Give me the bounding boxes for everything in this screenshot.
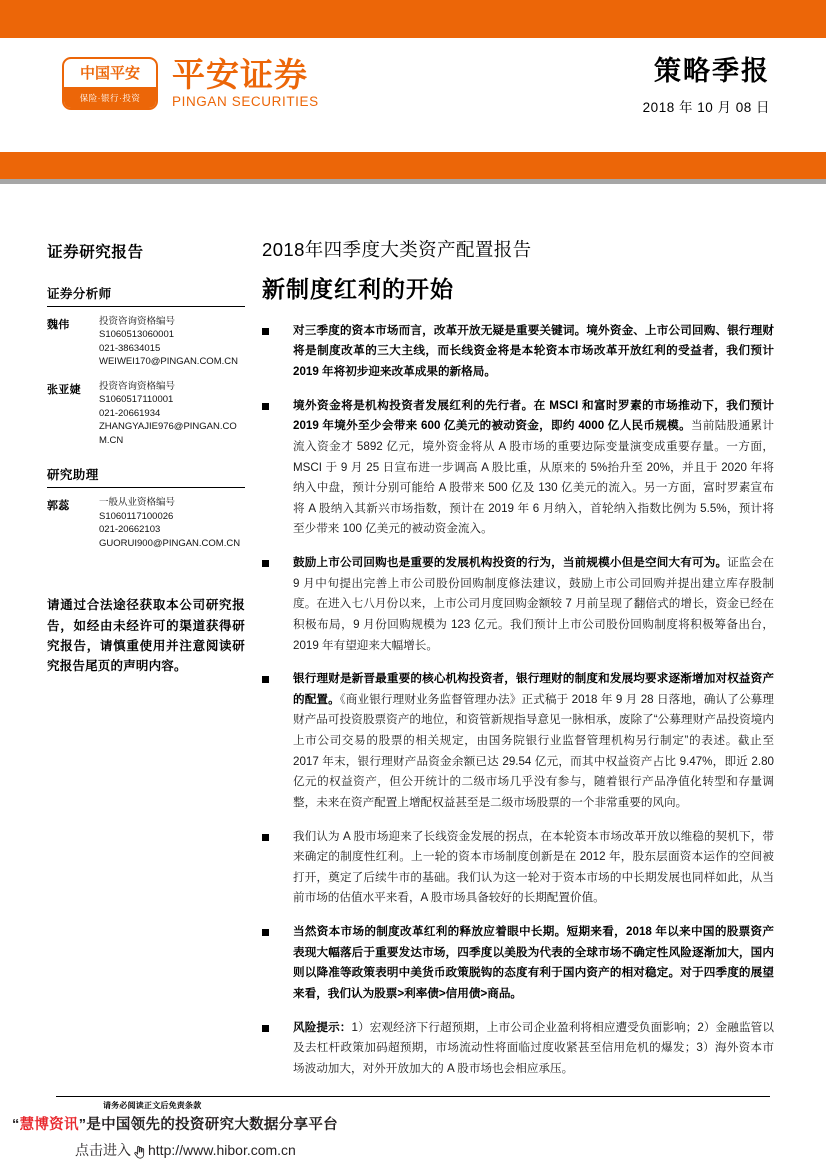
header-gray-divider (0, 179, 826, 184)
summary-bullet (262, 396, 774, 540)
document-date: 2018 年 10 月 08 日 (642, 100, 770, 116)
assistant-qualification-label: 一般从业资格编号 (99, 497, 176, 509)
analyst-details (99, 380, 245, 447)
bullet-square-icon (262, 1025, 269, 1032)
bullet-bold-text: 对三季度的资本市场而言，改革开放无疑是重要关键词。境外资金、上市公司回购、银行理财将是制度改革的三大主线，而长线资金将是本轮资本市场改革开放红利的受益者，我们预计 2019 年将初步迎来改革成果的新格局。 (293, 323, 774, 379)
analyst-name: 魏伟 (47, 319, 70, 331)
sidebar-usage-notice: 请通过合法途径获取本公司研究报告，如经由未经许可的渠道获得研究报告，请慎重使用并注意阅读研究报告尾页的声明内容。 (47, 598, 245, 674)
analyst-qualification-label: 投资咨询资格编号 (99, 316, 176, 327)
brand-wordmark (172, 58, 319, 109)
report-subtitle: 2018年四季度大类资产配置报告 (262, 239, 532, 260)
analyst-name: 张亚婕 (47, 383, 81, 396)
analyst-phone: 021-20661934 (99, 407, 161, 419)
report-title: 新制度红利的开始 (262, 276, 454, 303)
badge-top-label: 中国平安 (79, 64, 140, 82)
assistant-phone: 021-20662103 (99, 524, 161, 536)
assistant-name: 郭蕊 (47, 500, 70, 513)
analyst-entry (47, 380, 245, 447)
watermark-tagline-line (12, 1113, 338, 1134)
site-url[interactable]: http://www.hibor.com.cn (148, 1142, 296, 1158)
header-bottom-accent-bar (0, 152, 826, 179)
sidebar-spacer (47, 561, 245, 595)
summary-bullet (262, 553, 774, 656)
summary-bullet (262, 1018, 774, 1080)
report-type-label: 证券研究报告 (47, 244, 144, 261)
bullet-normal-text: 证监会在 9 月中旬提出完善上市公司股份回购制度修法建议，鼓励上市公司回购并提出建立库存股制度。在进入七八月份以来，上市公司月度回购金额较 7 月前呈现了翻倍式的增长，资金已经在积极布局，9 月份回购规模为 123 亿元。我们预计上市公司股份回购制度将积极筹备出台，2019 年有望迎来大幅增长。 (293, 556, 774, 652)
pingan-group-badge-icon (62, 57, 158, 110)
watermark-quote-close: ” (78, 1117, 87, 1133)
brand-logo (62, 57, 319, 110)
bullet-square-icon (262, 676, 269, 683)
header-top-accent-bar (0, 0, 826, 38)
analyst-entry (47, 315, 245, 369)
bullet-bold-text: 风险提示： (293, 1020, 352, 1034)
assistant-qualification-number: S1060117100026 (99, 510, 174, 522)
summary-bullet-list (262, 321, 774, 1080)
watermark-quote-open: “ (12, 1117, 20, 1133)
bullet-square-icon (262, 560, 269, 567)
analyst-qualification-number: S1060513060001 (99, 329, 175, 341)
brand-name-cn: 平安证券 (172, 56, 308, 94)
watermark-tagline-text: 是中国领先的投资研究大数据分享平台 (86, 1117, 338, 1133)
summary-bullet (262, 321, 774, 383)
summary-bullet (262, 827, 774, 910)
bullet-square-icon (262, 328, 269, 335)
badge-bottom-label: 保险·银行·投资 (64, 87, 156, 108)
sidebar (47, 240, 245, 676)
assistant-entry (47, 496, 245, 550)
brand-name-en: PINGAN SECURITIES (172, 93, 319, 109)
bullet-square-icon (262, 403, 269, 410)
pointing-hand-cursor-icon (132, 1145, 147, 1160)
analyst-phone: 021-38634015 (99, 342, 161, 354)
bullet-normal-text: 我们认为 A 股市场迎来了长线资金发展的拐点，在本轮资本市场改革开放以维稳的契机下，带来确定的制度性红利。上一轮的资本市场制度创新是在 2012 年，股东层面资本运作的空间被打开，奠定了后续牛市的基础。我们认为这一轮对于资本市场的中长期发展也同样如此，从当前市场的估值水平来看，A 股市场具备较好的长期配置价值。 (293, 829, 774, 905)
bullet-square-icon (262, 929, 269, 936)
header-meta (643, 56, 770, 116)
assistant-details (99, 496, 245, 550)
bullet-bold-text: 境外资金将是机构投资者发展红利的先行者。在 MSCI 和富时罗素的市场推动下，我们预计 2019 年境外至少会带来 600 亿美元的被动资金，即约 4000 亿人民币规模。 (293, 398, 774, 433)
bullet-normal-text: 1）宏观经济下行超预期，上市公司企业盈利将相应遭受负面影响；2）金融监管以及去杠杆政策加码超预期，市场流动性将面临过度收紧甚至信用危机的爆发；3）海外资本市场波动加大，对外开放加大的 A 股市场也会相应承压。 (293, 1020, 774, 1075)
bullet-normal-text: 《商业银行理财业务监督管理办法》正式稿于 2018 年 9 月 28 日落地，确认了公募理财产品可投资股票资产的地位，和资管新规指导意见一脉相承，废除了“公募理财产品投资境内上市公司交易的股票的相关规定，由国务院银行业监督管理机构另行制定”的表述。截止至 2017 年末，银行理财产品资金余额已达 29.54 亿元，而其中权益资产占比 9.47%，即近 2.80 亿元的权益资产，但公开统计的二级市场几乎没有参与，随着银行产品净值化转型和存量调整，未来在资产配置上增配权益甚至是二级市场股票的一个非常重要的风向。 (293, 692, 774, 809)
analyst-qualification-number: S1060517110001 (99, 394, 174, 406)
enter-site-label: 点击进入 (75, 1142, 131, 1158)
analyst-section-heading: 证券分析师 (47, 284, 245, 307)
analyst-qualification-label: 投资咨询资格编号 (99, 380, 176, 392)
document-type-title: 策略季报 (654, 56, 770, 86)
bullet-square-icon (262, 834, 269, 841)
bullet-bold-text: 当然资本市场的制度改革红利的释放应着眼中长期。短期来看，2018 年以来中国的股票资产表现大幅落后于重要发达市场，四季度以美股为代表的全球市场不确定性风险逐渐加大，国内则以降准等政策表明中美货币政策脱钩的态度有利于国内资产的相对稳定。对于四季度的展望来看，我们认为股票>利率债>信用债>商品。 (293, 925, 774, 1000)
bullet-normal-text: 当前陆股通累计流入资金才 5892 亿元，境外资金将从 A 股市场的重要边际变量演变成重要存量。一方面，MSCI 于 9 月 25 日宣布进一步调高 A 股比重，从原来的 5%抬升至 20%，并且于 2020 年将纳入中盘，预计分别可能给 A 股带来 500 亿及 130 亿美元的流入。另一方面，富时罗素宣布将 A 股纳入其新兴市场指数，预计在 2019 年 6 月纳入，首轮纳入指数比例为 5.5%，预计将至少带来 100 亿美元的被动资金流入。 (293, 419, 774, 536)
bullet-bold-text: 银行理财是新晋最重要的核心机构投资者，银行理财的制度和发展均要求逐渐增加对权益资产的配置。 (293, 672, 774, 706)
footer-disclaimer: 请务必阅读正文后免责条款 (103, 1101, 202, 1110)
main-content (262, 238, 774, 1092)
analyst-details (99, 315, 245, 369)
summary-bullet (262, 922, 774, 1005)
footer-divider (56, 1096, 770, 1097)
watermark-link-line[interactable] (75, 1140, 296, 1160)
assistant-email[interactable]: GUORUI900@PINGAN.COM.CN (99, 537, 241, 549)
assistant-section-heading: 研究助理 (47, 465, 245, 488)
analyst-email[interactable]: WEIWEI170@PINGAN.COM.CN (99, 356, 238, 368)
analyst-email[interactable]: ZHANGYAJIE976@PINGAN.COM.CN (99, 421, 237, 446)
bullet-bold-text: 鼓励上市公司回购也是重要的发展机构投资的行为，当前规模小但是空间大有可为。 (293, 556, 728, 570)
watermark-brand-name: 慧博资讯 (19, 1117, 79, 1133)
summary-bullet (262, 669, 774, 813)
